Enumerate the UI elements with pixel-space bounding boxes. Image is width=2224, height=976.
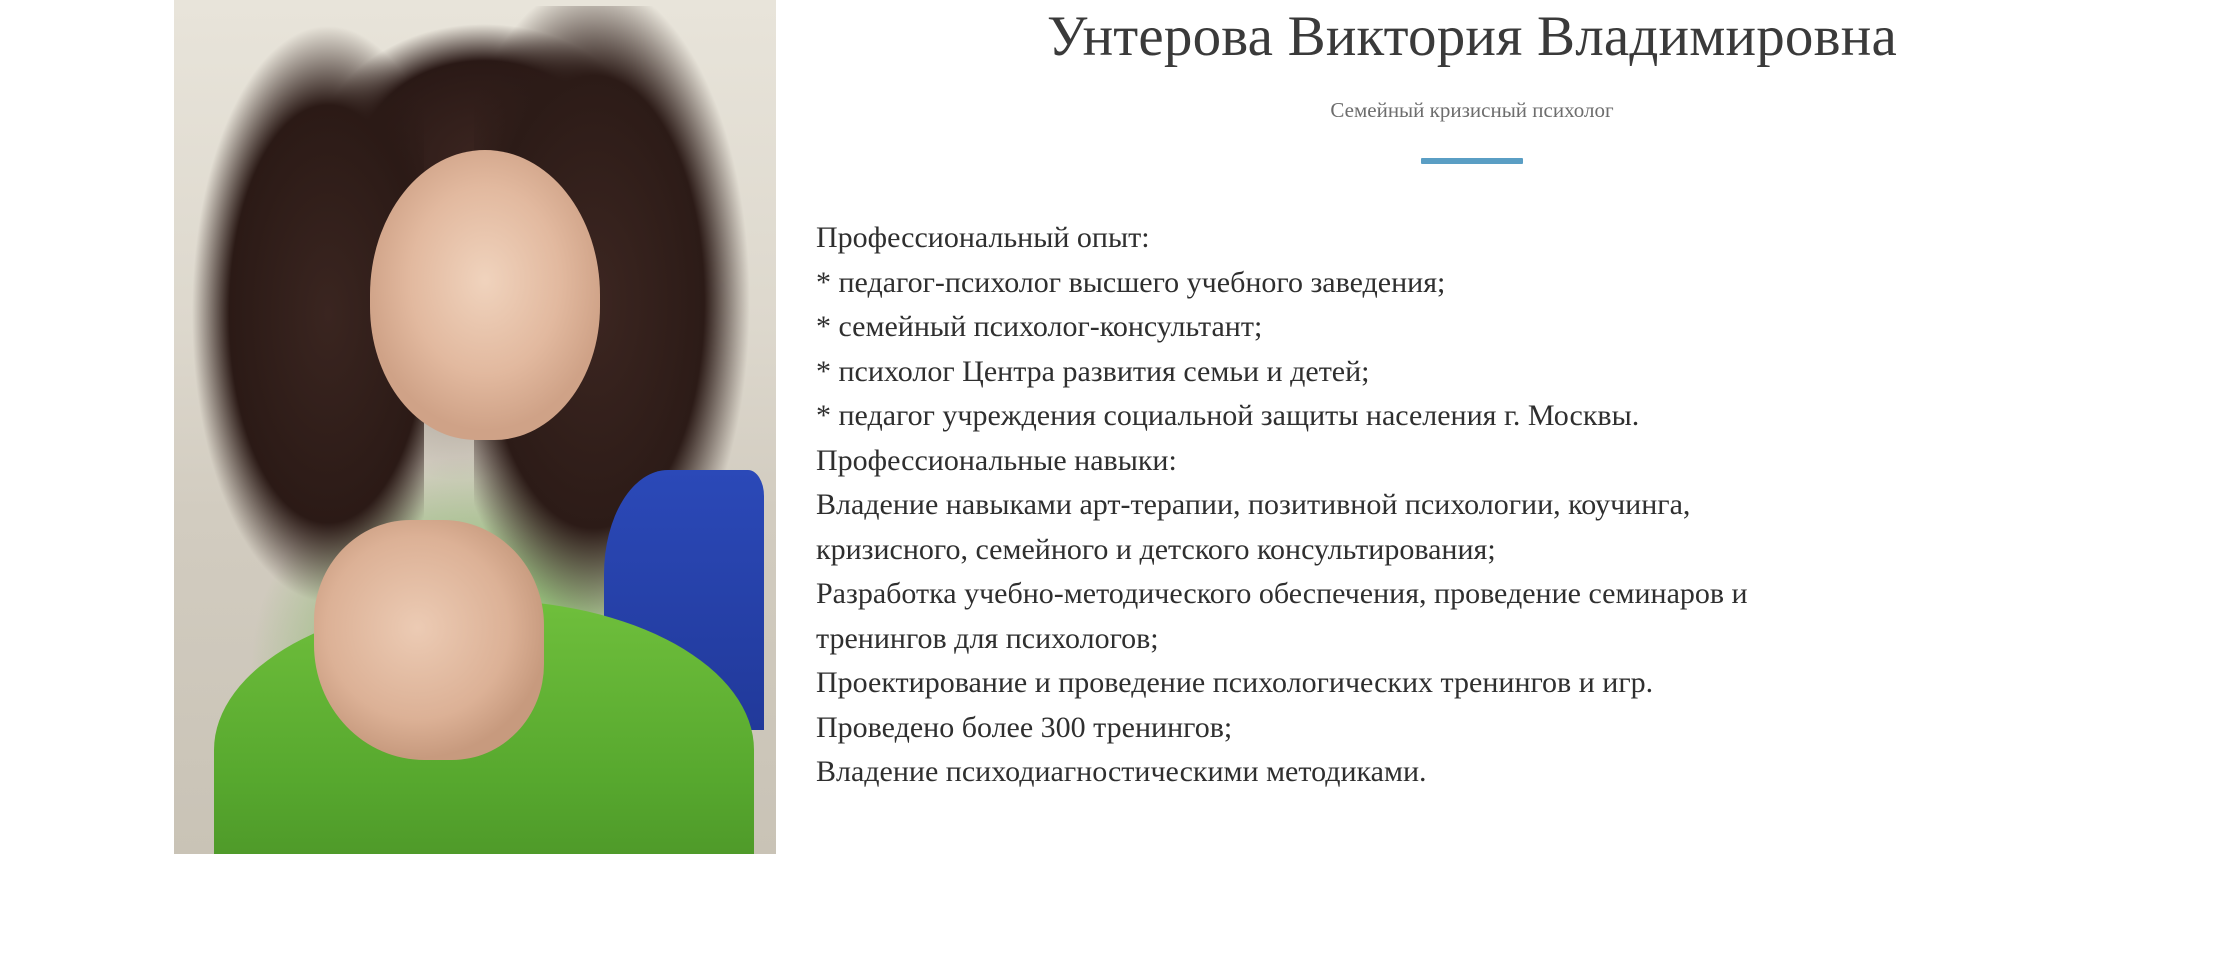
- body-line: * педагог учреждения социальной защиты населения г. Москвы.: [816, 399, 1640, 432]
- body-line: Профессиональные навыки:: [816, 443, 1177, 477]
- body-line: Разработка учебно-методического обеспечения, проведение семинаров и: [816, 577, 1748, 610]
- body-line: * семейный психолог-консультант;: [816, 310, 1263, 343]
- body-line: * психолог Центра развития семьи и детей;: [816, 354, 1370, 388]
- page-title: Унтерова Виктория Владимировна: [1047, 5, 1897, 68]
- profile-content: [812, 0, 2132, 795]
- body-line: Проведено более 300 тренингов;: [816, 710, 1233, 744]
- body-line: Владение психодиагностическими методиками.: [816, 755, 1427, 788]
- profile-body: [812, 216, 2132, 795]
- photo-face: [370, 150, 600, 440]
- body-line: Проектирование и проведение психологических тренингов и игр.: [816, 666, 1654, 699]
- body-line: Профессиональный опыт:: [816, 221, 1150, 254]
- photo-background: [174, 0, 776, 854]
- body-line: Владение навыками арт-терапии, позитивной психологии, коучинга,: [816, 488, 1691, 521]
- body-line: кризисного, семейного и детского консультирования;: [816, 532, 1496, 566]
- profile-subtitle: Семейный кризисный психолог: [1330, 98, 1614, 122]
- title-divider: [1421, 158, 1523, 164]
- body-line: тренингов для психологов;: [816, 621, 1159, 655]
- photo-hand: [314, 520, 544, 760]
- profile-photo: [174, 0, 776, 854]
- body-line: * педагог-психолог высшего учебного заведения;: [816, 265, 1446, 299]
